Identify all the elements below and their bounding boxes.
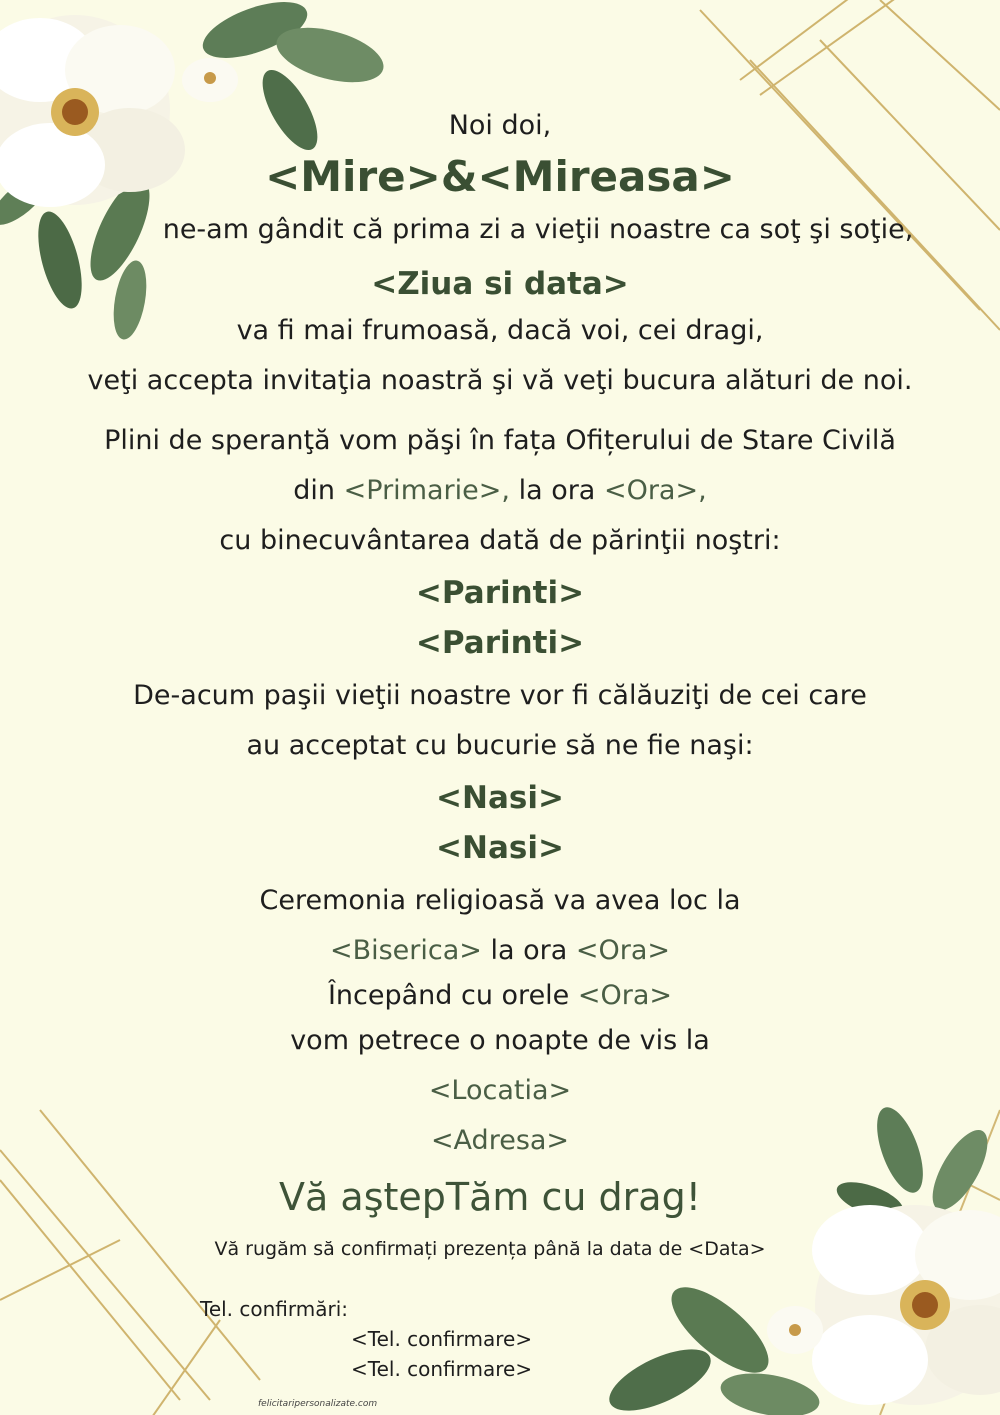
city-hall-placeholder: <Primarie>, [343,475,510,506]
phone-number-1: <Tel. confirmare> [351,1327,533,1351]
hope-text: Plini de speranţă vom păşi în fața Ofițerului de Stare Civilă [104,425,896,456]
at-time-text: la ora [518,475,596,506]
phone-number-2: <Tel. confirmare> [351,1357,533,1381]
party-time-placeholder: <Ora> [577,980,673,1011]
flower-bottom-right [767,1205,1000,1405]
intro-text: Noi doi, [448,110,552,141]
steps-text: De-acum paşii vieţii noastre vor fi călăuziţi de cei care [133,680,867,711]
accept-text: veţi accepta invitaţia noastră şi vă veţi bucura alături de noi. [87,365,913,396]
ceremony-text: Ceremonia religioasă va avea loc la [259,885,741,916]
beautiful-text: va fi mai frumoasă, dacă voi, cei dragi, [236,315,764,346]
church-placeholder: <Biserica> [329,935,482,966]
party-text: vom petrece o noapte de vis la [290,1025,710,1056]
decided-text: ne-am gândit că prima zi a vieţii noastre ca soţ şi soţie, [162,214,914,245]
godparents-name-1: <Nasi> [436,780,564,816]
party-start-line [0,980,1000,1011]
rsvp-text: Vă rugăm să confirmați prezența până la data de <Data> [214,1238,766,1260]
civil-time-placeholder: <Ora>, [603,475,707,506]
closing-text: Vă aştepTăm cu drag! [279,1175,701,1219]
parents-name-2: <Parinti> [415,625,585,661]
phone-label: Tel. confirmări: [200,1297,349,1321]
church-at-time-text: la ora [490,935,568,966]
day-date: <Ziua si data> [371,266,629,302]
church-time-placeholder: <Ora> [575,935,671,966]
location-placeholder: <Locatia> [428,1075,572,1106]
godparents-text: au acceptat cu bucurie să ne fie naşi: [246,730,754,761]
footer-watermark: felicitaripersonalizate.com [258,1399,378,1409]
blessing-text: cu binecuvântarea dată de părinţii noştri: [219,525,781,556]
party-start-text: Începând cu orele [327,980,570,1011]
address-placeholder: <Adresa> [430,1125,570,1156]
civil-ceremony-line [0,475,1000,506]
godparents-name-2: <Nasi> [436,830,564,866]
church-line [0,935,1000,966]
parents-name-1: <Parinti> [415,575,585,611]
from-text: din [293,475,336,506]
couple-names: <Mire>&<Mireasa> [265,152,735,201]
